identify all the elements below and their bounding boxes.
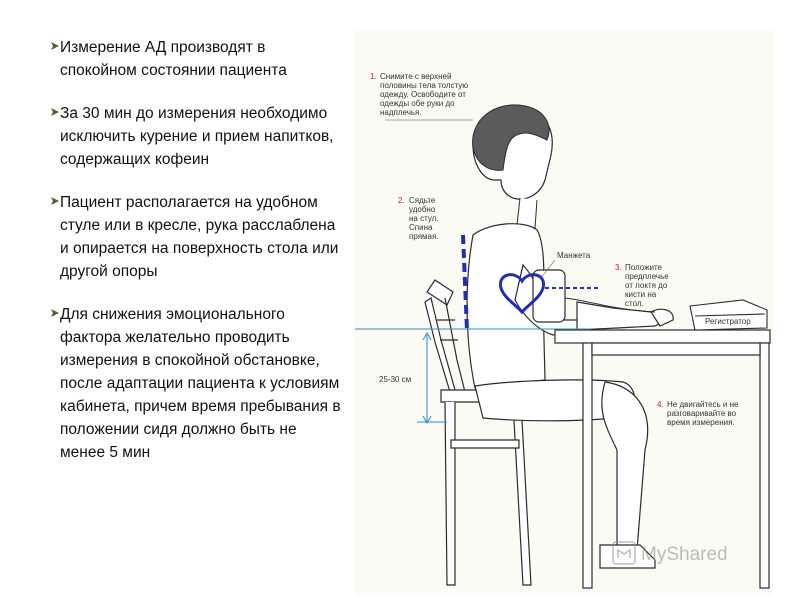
step4-caption: [657, 400, 739, 427]
step2-line: Спина: [409, 223, 433, 232]
arrow-bullet-icon: [50, 308, 60, 318]
bullet-text: Для снижения эмоционального фактора желательно проводить измерения в спокойной обстановке, после адаптации пациента к условиям кабинета, причем время пребывания в положении сидя должно быть не менее 5 мин: [60, 306, 341, 461]
bullet-list: [50, 36, 345, 484]
step3-line: предплечье: [625, 272, 669, 281]
step3-caption: [615, 263, 669, 308]
recorder-label: Регистратор: [705, 317, 751, 326]
bullet-text: Измерение АД производят в спокойном состоянии пациента: [60, 39, 287, 79]
watermark-text: MyShared: [641, 544, 728, 565]
bullet-text: Пациент располагается на удобном стуле или в кресле, рука расслаблена и опирается на поверхность стола или другой опоры: [60, 194, 339, 280]
illustration-canvas: [355, 30, 773, 595]
step1-line: половины тела толстую: [380, 81, 469, 90]
arrow-bullet-icon: [50, 107, 60, 117]
bullet-item: [50, 191, 345, 283]
step3-line: кисти на: [625, 290, 657, 299]
spine-guide-line: [463, 235, 467, 330]
bullet-item: [50, 303, 345, 464]
step1-caption: [370, 72, 468, 117]
arrow-bullet-icon: [50, 196, 60, 206]
cuff-label: Манжета: [557, 251, 591, 260]
step1-line: одежду. Освободите от: [380, 90, 466, 99]
step4-line: Не двигайтесь и не: [667, 400, 739, 409]
bullet-item: [50, 102, 345, 171]
blood-pressure-illustration: [355, 30, 773, 595]
step4-line: разговаривайте во: [667, 409, 737, 418]
step4-line: время измерения.: [667, 418, 735, 427]
arrow-bullet-icon: [50, 41, 60, 51]
step1-line: Снимите с верхней: [380, 72, 452, 81]
step1-line: одежды обе руки до: [380, 99, 455, 108]
height-label: 25-30 см: [379, 375, 412, 384]
step3-line: стол.: [625, 299, 644, 308]
step3-line: от локтя до: [625, 281, 668, 290]
step2-number: 2.: [398, 196, 405, 205]
step2-line: на стул.: [409, 214, 439, 223]
bullet-item: [50, 36, 345, 82]
step2-line: удобно: [409, 205, 436, 214]
step3-line: Положите: [625, 263, 662, 272]
step2-caption: [398, 196, 439, 241]
step1-line: надплечья.: [380, 108, 422, 117]
step2-line: прямая.: [409, 232, 439, 241]
step2-line: Сядьте: [409, 196, 436, 205]
bullet-text: За 30 мин до измерения необходимо исключить курение и прием напитков, содержащих кофеин: [60, 105, 334, 168]
step3-number: 3.: [615, 263, 622, 272]
step1-number: 1.: [370, 72, 377, 81]
patient-head: [473, 105, 553, 228]
step4-number: 4.: [657, 400, 664, 409]
